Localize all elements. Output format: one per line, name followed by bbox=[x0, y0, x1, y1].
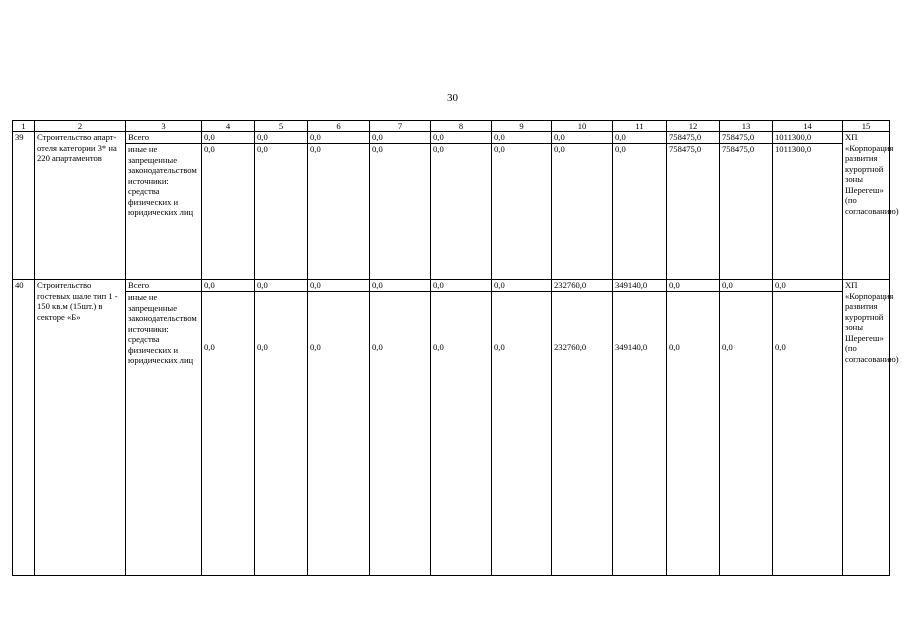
col-header: 2 bbox=[35, 121, 126, 132]
value-cell: 0,0 bbox=[308, 144, 370, 280]
executor: ХП «Корпорация развития курортной зоны Шерегеш» (по согласованию) bbox=[843, 132, 890, 280]
value-cell: 0,0 bbox=[720, 280, 773, 292]
value-cell: 758475,0 bbox=[720, 144, 773, 280]
page-number: 30 bbox=[447, 92, 458, 104]
value-cell: 0,0 bbox=[308, 292, 370, 576]
value-cell: 1011300,0 bbox=[773, 144, 843, 280]
header-row bbox=[13, 121, 890, 132]
row-number: 40 bbox=[13, 280, 35, 576]
value-cell: 758475,0 bbox=[720, 132, 773, 144]
value-cell: 0,0 bbox=[492, 280, 552, 292]
value-cell: 0,0 bbox=[202, 292, 255, 576]
value-cell: 0,0 bbox=[370, 144, 431, 280]
value-cell: 0,0 bbox=[431, 144, 492, 280]
value-cell: 232760,0 bbox=[552, 292, 613, 576]
value-cell: 0,0 bbox=[202, 144, 255, 280]
source-total: Всего bbox=[126, 132, 202, 144]
value-cell: 232760,0 bbox=[552, 280, 613, 292]
value-cell: 0,0 bbox=[492, 144, 552, 280]
table-row bbox=[13, 144, 890, 280]
col-header: 15 bbox=[843, 121, 890, 132]
table-row bbox=[13, 280, 890, 292]
value-cell: 758475,0 bbox=[667, 132, 720, 144]
value-cell: 0,0 bbox=[202, 280, 255, 292]
col-header: 3 bbox=[126, 121, 202, 132]
value-cell: 0,0 bbox=[255, 292, 308, 576]
value-cell: 0,0 bbox=[667, 280, 720, 292]
value-cell: 0,0 bbox=[431, 292, 492, 576]
value-cell: 0,0 bbox=[255, 132, 308, 144]
value-cell: 0,0 bbox=[492, 132, 552, 144]
col-header: 5 bbox=[255, 121, 308, 132]
value-cell: 0,0 bbox=[370, 292, 431, 576]
value-cell: 0,0 bbox=[613, 132, 667, 144]
source-other: иные не запрещенные законодательством источники: средства физических и юридических лиц bbox=[126, 144, 202, 280]
col-header: 11 bbox=[613, 121, 667, 132]
value-cell: 0,0 bbox=[720, 292, 773, 576]
value-cell: 0,0 bbox=[308, 132, 370, 144]
row-number: 39 bbox=[13, 132, 35, 280]
value-cell: 0,0 bbox=[431, 132, 492, 144]
executor: ХП «Корпорация развития курортной зоны Шерегеш» (по согласованию) bbox=[843, 280, 890, 576]
value-cell: 0,0 bbox=[255, 144, 308, 280]
value-cell: 0,0 bbox=[667, 292, 720, 576]
col-header: 1 bbox=[13, 121, 35, 132]
col-header: 7 bbox=[370, 121, 431, 132]
value-cell: 0,0 bbox=[308, 280, 370, 292]
value-cell: 0,0 bbox=[552, 132, 613, 144]
value-cell: 758475,0 bbox=[667, 144, 720, 280]
col-header: 9 bbox=[492, 121, 552, 132]
value-cell: 0,0 bbox=[552, 144, 613, 280]
value-cell: 0,0 bbox=[370, 280, 431, 292]
col-header: 12 bbox=[667, 121, 720, 132]
value-cell: 0,0 bbox=[613, 144, 667, 280]
row-name: Строительство апарт-отеля категории 3* на 220 апартаментов bbox=[35, 132, 126, 280]
budget-table bbox=[12, 120, 899, 576]
value-cell: 0,0 bbox=[255, 280, 308, 292]
col-header: 14 bbox=[773, 121, 843, 132]
value-cell: 349140,0 bbox=[613, 292, 667, 576]
source-total: Всего bbox=[126, 280, 202, 292]
value-cell: 0,0 bbox=[773, 292, 843, 576]
source-other: иные не запрещенные законодательством источники: средства физических и юридических лиц bbox=[126, 292, 202, 576]
row-name: Строительство гостевых шале тип 1 - 150 кв.м (15шт.) в секторе «Б» bbox=[35, 280, 126, 576]
col-header: 13 bbox=[720, 121, 773, 132]
value-cell: 0,0 bbox=[492, 292, 552, 576]
value-cell: 0,0 bbox=[431, 280, 492, 292]
value-cell: 0,0 bbox=[202, 132, 255, 144]
value-cell: 1011300,0 bbox=[773, 132, 843, 144]
table-row bbox=[13, 132, 890, 144]
value-cell: 0,0 bbox=[370, 132, 431, 144]
col-header: 6 bbox=[308, 121, 370, 132]
col-header: 8 bbox=[431, 121, 492, 132]
value-cell: 0,0 bbox=[773, 280, 843, 292]
table-row bbox=[13, 292, 890, 576]
value-cell: 349140,0 bbox=[613, 280, 667, 292]
col-header: 4 bbox=[202, 121, 255, 132]
col-header: 10 bbox=[552, 121, 613, 132]
